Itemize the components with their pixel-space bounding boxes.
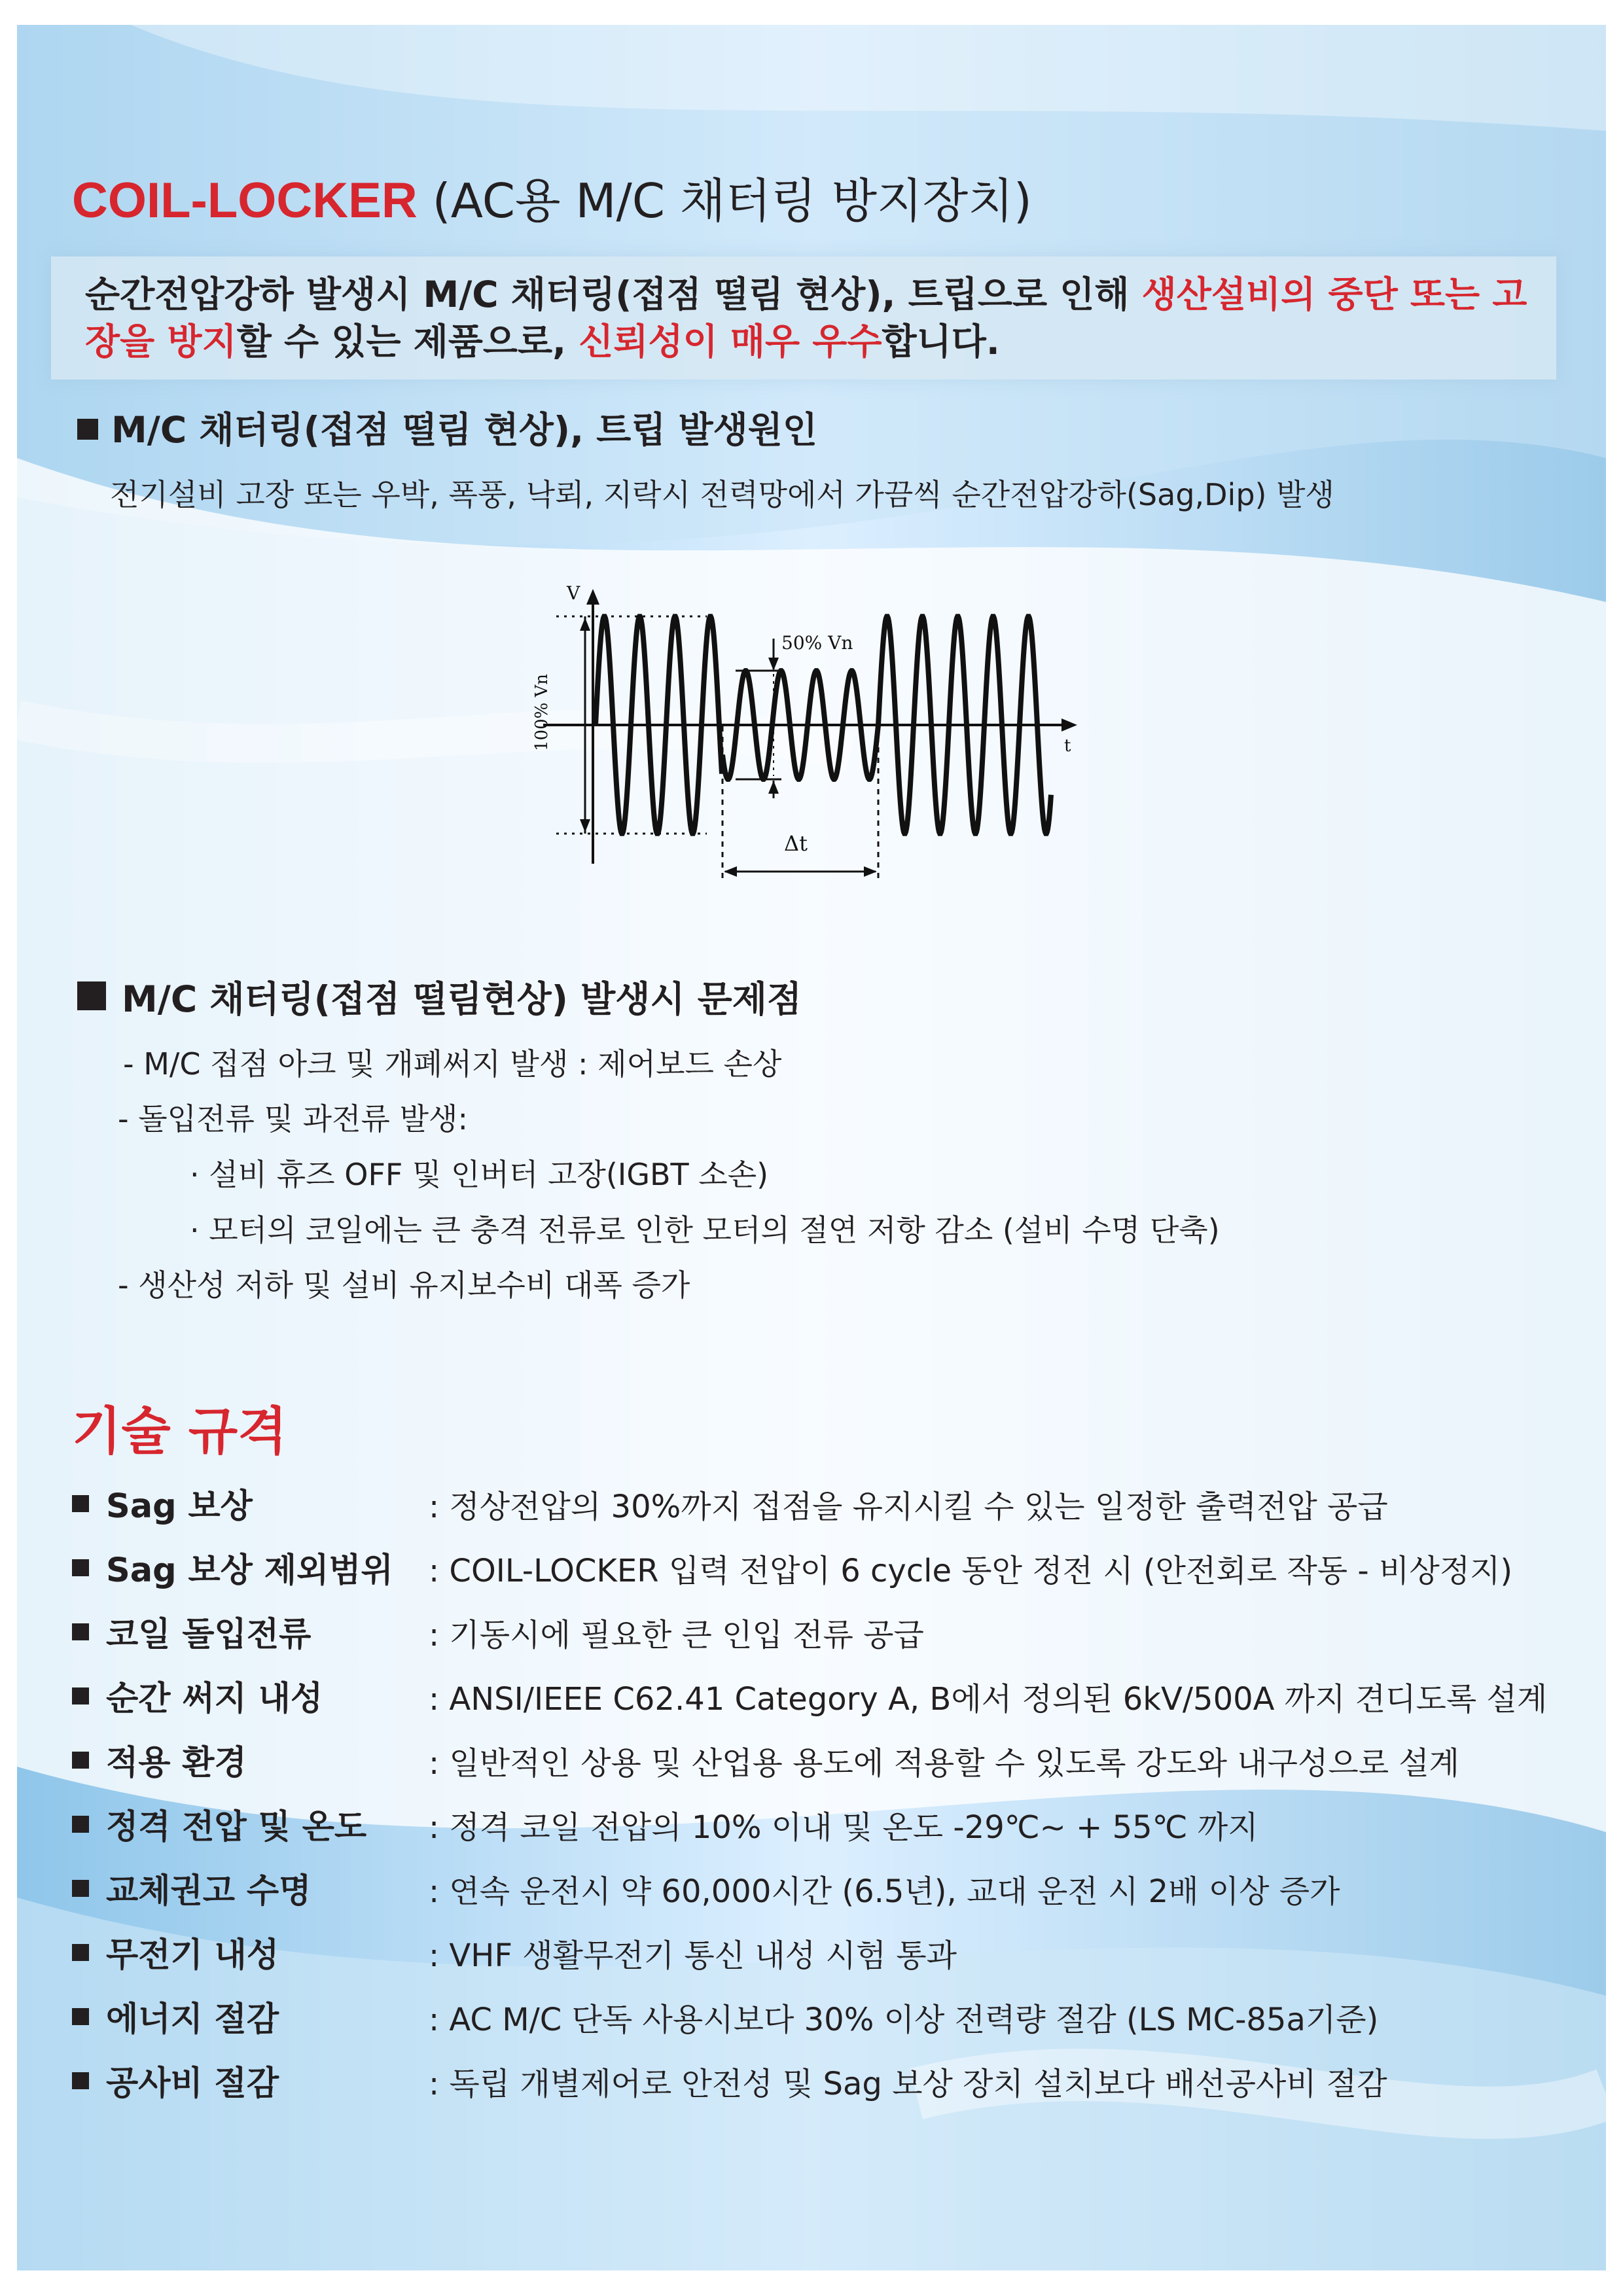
spec-value: : 연속 운전시 약 60,000시간 (6.5년), 교대 운전 시 2배 이상 증가 (429, 1873, 1340, 1910)
spec-value: : VHF 생활무전기 통신 내성 시험 통과 (429, 1937, 957, 1974)
spec-key: 적용 환경 (106, 1744, 247, 1782)
spec-value: : COIL-LOCKER 입력 전압이 6 cycle 동안 정전 시 (안전회로 작동 - 비상정지) (429, 1553, 1513, 1589)
problem-item: - 생산성 저하 및 설비 유지보수비 대폭 증가 (118, 1267, 690, 1303)
square-bullet-icon (72, 2008, 89, 2025)
spec-value: : AC M/C 단독 사용시보다 30% 이상 전력량 절감 (LS MC-85a기준) (429, 2002, 1379, 2038)
square-bullet-icon (72, 2072, 89, 2089)
intro-box (51, 256, 1556, 380)
spec-row (72, 1676, 1577, 1722)
spec-key: 공사비 절감 (106, 2064, 279, 2103)
problems-heading: M/C 채터링(접점 떨림현상) 발생시 문제점 (77, 976, 802, 1022)
intro-highlight-1: 생산설비의 중단 또는 고장을 방지 (85, 274, 1527, 362)
square-bullet-icon (72, 1495, 89, 1512)
square-bullet-icon (72, 1687, 89, 1704)
spec-row (72, 1805, 1577, 1850)
spec-key: 교체권고 수명 (106, 1872, 312, 1911)
v-label: V (567, 582, 580, 604)
spec-key: 코일 돌입전류 (106, 1616, 312, 1654)
square-bullet-icon (77, 419, 98, 440)
square-bullet-icon (72, 1752, 89, 1769)
full-label: 100% Vn (532, 673, 552, 751)
spec-row (72, 1933, 1577, 1979)
spec-value: : ANSI/IEEE C62.41 Category A, B에서 정의된 6kV/500A 까지 견디도록 설계 (429, 1681, 1548, 1718)
problem-item: - 돌입전류 및 과전류 발생: (118, 1101, 468, 1137)
square-bullet-icon (72, 1559, 89, 1576)
half-label: 50% Vn (781, 632, 853, 654)
intro-part1: 순간전압강하 발생시 M/C 채터링(접점 떨림 현상), 트립으로 인해 (85, 274, 1142, 315)
square-bullet-icon (77, 981, 106, 1010)
spec-key: 에너지 절감 (106, 2000, 279, 2039)
t-label: t (1064, 736, 1071, 756)
spec-key: Sag 보상 (106, 1487, 253, 1526)
intro-part3: 합니다. (882, 321, 1000, 362)
spec-value: : 정상전압의 30%까지 접점을 유지시킬 수 있는 일정한 출력전압 공급 (429, 1489, 1388, 1525)
spec-value: : 독립 개별제어로 안전성 및 Sag 보상 장치 설치보다 배선공사비 절감 (429, 2066, 1387, 2102)
spec-value: : 기동시에 필요한 큰 인입 전류 공급 (429, 1617, 924, 1653)
square-bullet-icon (72, 1623, 89, 1640)
spec-key: 순간 써지 내성 (106, 1680, 323, 1718)
spec-key: 정격 전압 및 온도 (106, 1808, 367, 1846)
specs-heading: 기술 규격 (72, 1402, 287, 1461)
cause-text: 전기설비 고장 또는 우박, 폭풍, 낙뢰, 지락시 전력망에서 가끔씩 순간전압강하(Sag,Dip) 발생 (110, 477, 1334, 512)
spec-row (72, 2061, 1577, 2107)
title-subtitle: (AC용 M/C 채터링 방지장치) (432, 173, 1032, 228)
dt-label: Δt (784, 831, 808, 856)
problem-subitem: · 모터의 코일에는 큰 충격 전류로 인한 모터의 절연 저항 감소 (설비 수명 단축) (190, 1212, 1220, 1248)
intro-text (85, 271, 1538, 365)
spec-key: 무전기 내성 (106, 1936, 279, 1975)
spec-row (72, 1484, 1577, 1530)
intro-part2: 할 수 있는 제품으로, (236, 321, 579, 362)
spec-value: : 정격 코일 전압의 10% 이내 및 온도 -29℃~ + 55℃ 까지 (429, 1809, 1258, 1846)
brand-name: COIL-LOCKER (72, 173, 418, 228)
intro-highlight-2: 신뢰성이 매우 우수 (579, 321, 882, 362)
spec-row (72, 1612, 1577, 1658)
spec-key: Sag 보상 제외범위 (106, 1551, 393, 1590)
page-title (72, 171, 1032, 230)
voltage-sag-diagram (517, 576, 1093, 903)
square-bullet-icon (72, 1880, 89, 1897)
spec-row (72, 1740, 1577, 1786)
spec-row (72, 1869, 1577, 1915)
spec-value: : 일반적인 상용 및 산업용 용도에 적용할 수 있도록 강도와 내구성으로 설계 (429, 1745, 1460, 1782)
square-bullet-icon (72, 1944, 89, 1961)
spec-row (72, 1997, 1577, 2043)
cause-heading: M/C 채터링(접점 떨림 현상), 트립 발생원인 (77, 407, 817, 453)
square-bullet-icon (72, 1816, 89, 1833)
problem-subitem: · 설비 휴즈 OFF 및 인버터 고장(IGBT 소손) (190, 1157, 769, 1192)
problem-item: - M/C 접점 아크 및 개폐써지 발생 : 제어보드 손상 (123, 1046, 782, 1082)
spec-row (72, 1548, 1577, 1594)
